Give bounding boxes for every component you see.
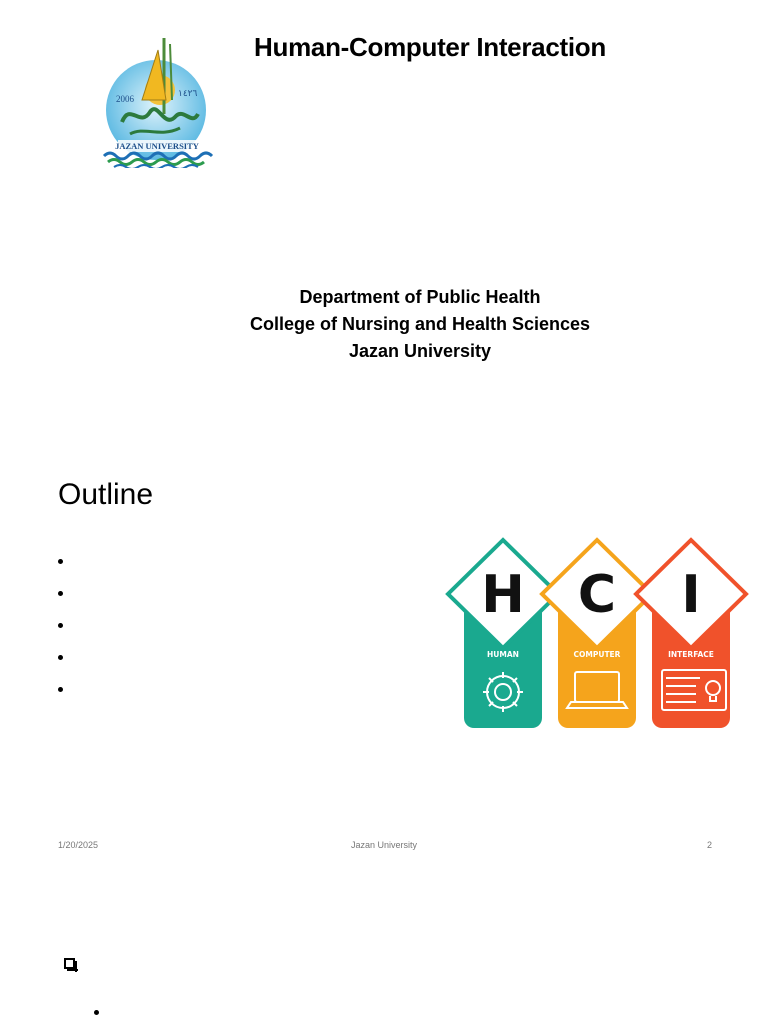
checkbox-bullet-icon: [64, 958, 75, 969]
hci-letter-i: I: [681, 565, 701, 625]
footer-university: Jazan University: [350, 840, 418, 850]
logo-name: JAZAN UNIVERSITY: [115, 141, 199, 151]
hci-letter-c: C: [577, 565, 617, 625]
footer-date: 1/20/2025: [58, 840, 99, 850]
hci-interface-column: [636, 540, 746, 728]
logo-year-right: ١٤٢٦: [178, 89, 198, 99]
department-info: [170, 284, 670, 365]
logo-year-left: 2006: [116, 94, 134, 104]
footer-page-number: 2: [706, 840, 712, 850]
outline-bullet: [58, 623, 66, 631]
outline-bullet: [58, 591, 66, 599]
outline-title: Outline: [58, 478, 154, 511]
hci-computer-column: [542, 540, 652, 728]
sub-bullet: [94, 1010, 99, 1015]
hci-human-column: [448, 540, 558, 728]
college-line: College of Nursing and Health Sciences: [249, 314, 591, 334]
department-line: Department of Public Health: [299, 287, 541, 307]
hci-label-interface: INTERFACE: [668, 650, 714, 659]
slide-title: Human-Computer Interaction: [254, 32, 606, 62]
outline-bullet: [58, 559, 66, 567]
hci-label-human: HUMAN: [487, 650, 519, 659]
outline-bullet: [58, 655, 66, 663]
university-line: Jazan University: [348, 341, 492, 361]
hci-label-computer: COMPUTER: [573, 650, 621, 659]
hci-letter-h: H: [481, 565, 525, 625]
hci-graphic: [438, 536, 756, 732]
outline-bullet: [58, 687, 66, 695]
